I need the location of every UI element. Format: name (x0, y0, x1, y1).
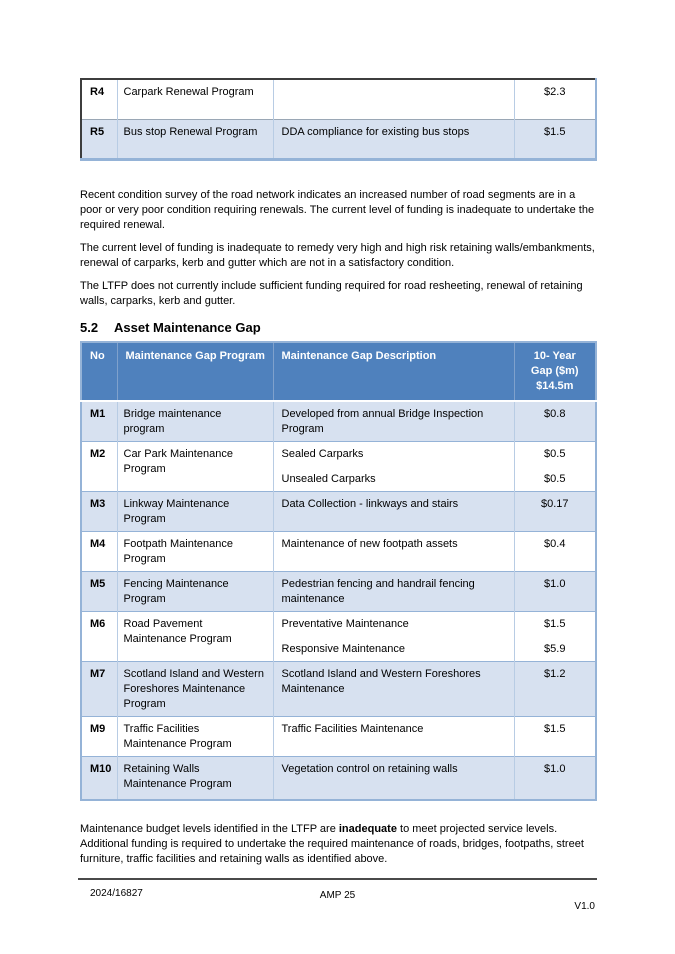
table-row (81, 531, 596, 571)
row-program: Carpark Renewal Program (117, 79, 273, 119)
row-program: Car Park Maintenance Program (117, 441, 273, 491)
row-no: M3 (81, 491, 117, 531)
row-description: Maintenance of new footpath assets (281, 537, 458, 550)
section-heading (80, 320, 595, 336)
row-description: Preventative Maintenance (281, 617, 409, 630)
body-paragraphs (80, 188, 595, 309)
row-no: M2 (81, 441, 117, 491)
section-title: Asset Maintenance Gap (114, 319, 261, 335)
header-gap-line: 10- Year (533, 349, 576, 362)
closing-text-pre: Maintenance budget levels identified in the LTFP are (80, 823, 339, 835)
row-no: M10 (81, 756, 117, 800)
row-program: Scotland Island and Western Foreshores Maintenance Program (117, 661, 273, 716)
row-program: Linkway Maintenance Program (117, 491, 273, 531)
row-description: Sealed Carparks (281, 447, 364, 460)
renewal-program-table (80, 78, 597, 161)
row-no: R4 (90, 86, 105, 98)
footer-doc-number: 2024/16827 (90, 888, 143, 899)
row-no: M5 (81, 571, 117, 611)
closing-text-post: to meet projected service levels. Additional funding is required to undertake the required maintenance of roads, bridges, footpaths, street furniture, traffic facilities and retaining walls as identified above. (80, 823, 584, 865)
row-value: $0.5 (544, 447, 566, 460)
row-value: $0.5 (544, 472, 566, 485)
row-program: Bridge maintenance program (117, 401, 273, 442)
row-value: $1.5 (544, 617, 566, 630)
row-description: Responsive Maintenance (281, 642, 406, 655)
row-description: Vegetation control on retaining walls (281, 762, 458, 775)
header-no: No (81, 342, 117, 401)
row-description: Scotland Island and Western Foreshores Maintenance (281, 667, 481, 695)
header-gap-line: $14.5m (536, 379, 574, 392)
paragraph: The LTFP does not currently include sufficient funding required for road resheeting, renewal of retaining walls, carparks, kerb and gutter. (80, 279, 583, 307)
table-row (81, 491, 596, 531)
row-no: M1 (81, 401, 117, 442)
row-program: Bus stop Renewal Program (117, 119, 273, 159)
section-number: 5.2 (80, 319, 99, 335)
row-description: Traffic Facilities Maintenance (281, 722, 424, 735)
page-footer (78, 878, 597, 912)
header-gap-line: Gap ($m) (530, 364, 579, 377)
row-value: $2.3 (514, 79, 596, 119)
row-program: Traffic Facilities Maintenance Program (117, 716, 273, 756)
row-description: Data Collection - linkways and stairs (281, 497, 459, 510)
closing-text-bold: inadequate (338, 823, 397, 835)
header-program: Maintenance Gap Program (117, 342, 273, 401)
row-description: Pedestrian fencing and handrail fencing maintenance (281, 577, 475, 605)
header-gap (514, 342, 596, 401)
row-value: $1.2 (544, 667, 566, 680)
row-description (273, 79, 514, 119)
footer-version: V1.0 (574, 901, 595, 912)
row-description: DDA compliance for existing bus stops (273, 119, 514, 159)
row-no: M4 (81, 531, 117, 571)
row-value: $0.8 (544, 407, 566, 420)
table-row (81, 401, 596, 442)
closing-paragraph (80, 822, 595, 867)
row-value: $0.17 (540, 497, 569, 510)
row-program: Footpath Maintenance Program (117, 531, 273, 571)
table-row (81, 119, 596, 159)
header-description: Maintenance Gap Description (273, 342, 514, 401)
row-value: $1.5 (514, 119, 596, 159)
row-program: Fencing Maintenance Program (117, 571, 273, 611)
paragraph: Recent condition survey of the road network indicates an increased number of road segments are in a poor or very poor condition requiring renewals. The current level of funding is inadequate to undertake the required renewal. (80, 188, 595, 231)
footer-page-label: AMP 25 (319, 890, 356, 901)
row-value: $5.9 (544, 642, 566, 655)
row-program: Road Pavement Maintenance Program (117, 611, 273, 661)
row-no: M6 (81, 611, 117, 661)
table-row (81, 661, 596, 716)
row-description: Developed from annual Bridge Inspection Program (281, 407, 484, 435)
table-row (81, 611, 596, 661)
row-no: R5 (81, 119, 117, 159)
page-content (80, 0, 595, 875)
table-row (81, 441, 596, 491)
row-no: M7 (81, 661, 117, 716)
row-value: $1.0 (544, 762, 566, 775)
table-row (81, 756, 596, 800)
row-value: $0.4 (544, 537, 566, 550)
row-description: Unsealed Carparks (281, 472, 376, 485)
table-row (81, 571, 596, 611)
table-header-row (81, 342, 596, 401)
row-no: M9 (81, 716, 117, 756)
table-row (81, 79, 596, 119)
maintenance-gap-table (80, 341, 597, 802)
table-row (81, 716, 596, 756)
row-value: $1.5 (544, 722, 566, 735)
row-value: $1.0 (544, 577, 566, 590)
row-program: Retaining Walls Maintenance Program (117, 756, 273, 800)
paragraph: The current level of funding is inadequate to remedy very high and high risk retaining walls/embankments, renewal of carparks, kerb and gutter which are not in a satisfactory condition. (80, 241, 595, 269)
